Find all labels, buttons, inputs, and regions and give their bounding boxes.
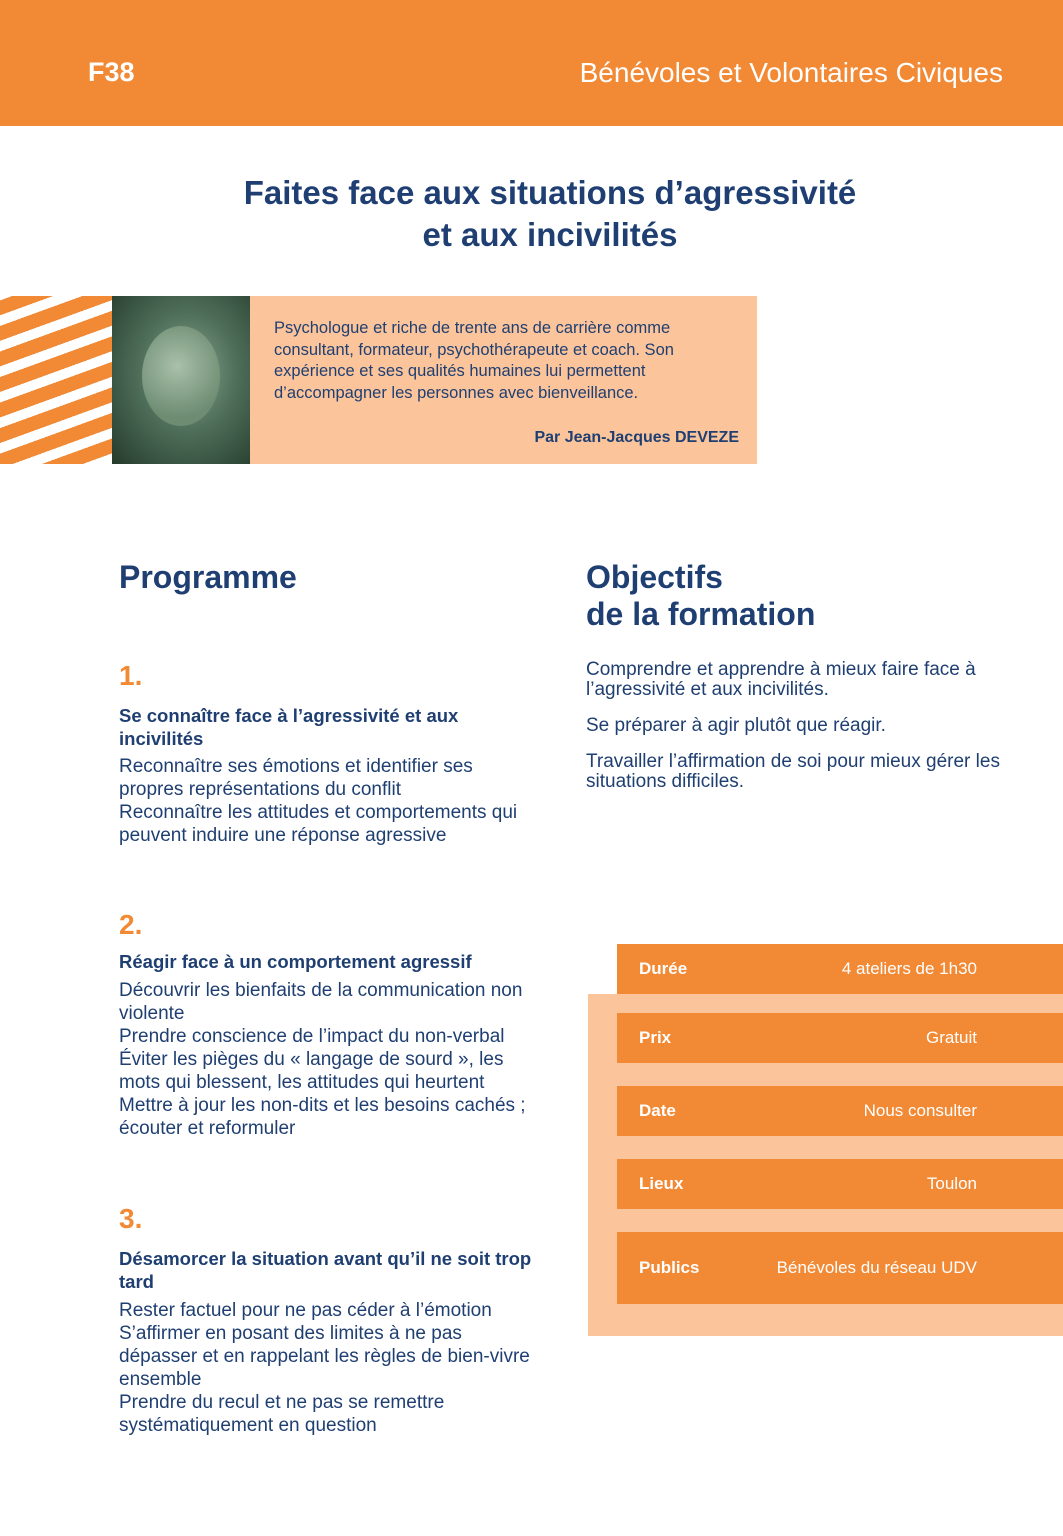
list-item: Éviter les pièges du « langage de sourd », les mots qui blessent, les attitudes qui heurtent [119, 1049, 504, 1093]
programme-title: Programme [119, 559, 297, 595]
section-title: Bénévoles et Volontaires Civiques [579, 57, 1003, 88]
step-3-list [119, 1299, 539, 1437]
list-item: S’affirmer en posant des limites à ne pas dépasser et en rappelant les règles de bien-vivre ensemble [119, 1323, 530, 1390]
objectives-list [586, 660, 1016, 808]
trainer-bio-box [250, 296, 757, 464]
step-1-number: 1. [119, 660, 143, 691]
info-value: Nous consulter [863, 1101, 977, 1120]
list-item: Rester factuel pour ne pas céder à l’émotion [119, 1300, 492, 1321]
info-row-prix [617, 1013, 1063, 1063]
info-value: Bénévoles du réseau UDV [776, 1258, 977, 1277]
step-2-number: 2. [119, 909, 143, 940]
info-row-date [617, 1086, 1063, 1136]
list-item: Mettre à jour les non-dits et les besoins cachés ; écouter et reformuler [119, 1095, 526, 1139]
info-label: Prix [639, 1028, 672, 1047]
list-item: Prendre conscience de l’impact du non-verbal [119, 1026, 505, 1047]
objectives-title-line2: de la formation [586, 596, 816, 632]
page-title-line2: et aux incivilités [422, 216, 678, 253]
list-item: Prendre du recul et ne pas se remettre systématiquement en question [119, 1392, 445, 1436]
info-row-publics [617, 1232, 1063, 1304]
list-item: Découvrir les bienfaits de la communication non violente [119, 980, 523, 1024]
info-row-lieux [617, 1159, 1063, 1209]
objective-item: Travailler l’affirmation de soi pour mieux gérer les situations difficiles. [586, 751, 1000, 792]
info-value: Gratuit [925, 1028, 977, 1047]
info-label: Durée [639, 959, 688, 978]
list-item: Reconnaître ses émotions et identifier ses propres représentations du conflit [119, 756, 473, 800]
page-title [150, 172, 950, 256]
info-value: Toulon [926, 1174, 977, 1193]
info-value: 4 ateliers de 1h30 [841, 959, 977, 978]
info-label: Date [639, 1101, 676, 1120]
step-2-heading: Réagir face à un comportement agressif [119, 951, 472, 972]
trainer-author: Par Jean-Jacques DEVEZE [534, 429, 739, 446]
objectives-title-line1: Objectifs [586, 559, 723, 595]
step-3-heading: Désamorcer la situation avant qu’il ne soit trop tard [119, 1248, 532, 1292]
info-label: Publics [639, 1258, 700, 1277]
trainer-bio: Psychologue et riche de trente ans de carrière comme consultant, formateur, psychothérapeute et coach. Son expérience et ses qualités humaines lui permettent d’accompagner les personnes avec bienveillance. [274, 319, 674, 402]
sheet-code: F38 [88, 57, 135, 87]
info-row-duree [617, 944, 1063, 994]
step-3-number: 3. [119, 1203, 143, 1234]
objective-item: Se préparer à agir plutôt que réagir. [586, 715, 886, 736]
objectives-title [586, 559, 815, 633]
trainer-face [142, 326, 220, 426]
decorative-stripes [0, 296, 112, 464]
trainer-photo [112, 296, 250, 464]
page-title-line1: Faites face aux situations d’agressivité [243, 174, 857, 211]
step-1-list [119, 755, 539, 847]
info-label: Lieux [639, 1174, 684, 1193]
list-item: Reconnaître les attitudes et comportements qui peuvent induire une réponse agressive [119, 802, 518, 846]
step-2-list [119, 979, 539, 1140]
objective-item: Comprendre et apprendre à mieux faire face à l’agressivité et aux incivilités. [586, 659, 976, 700]
step-1-heading: Se connaître face à l’agressivité et aux incivilités [119, 705, 459, 749]
header-bar [0, 0, 1063, 126]
